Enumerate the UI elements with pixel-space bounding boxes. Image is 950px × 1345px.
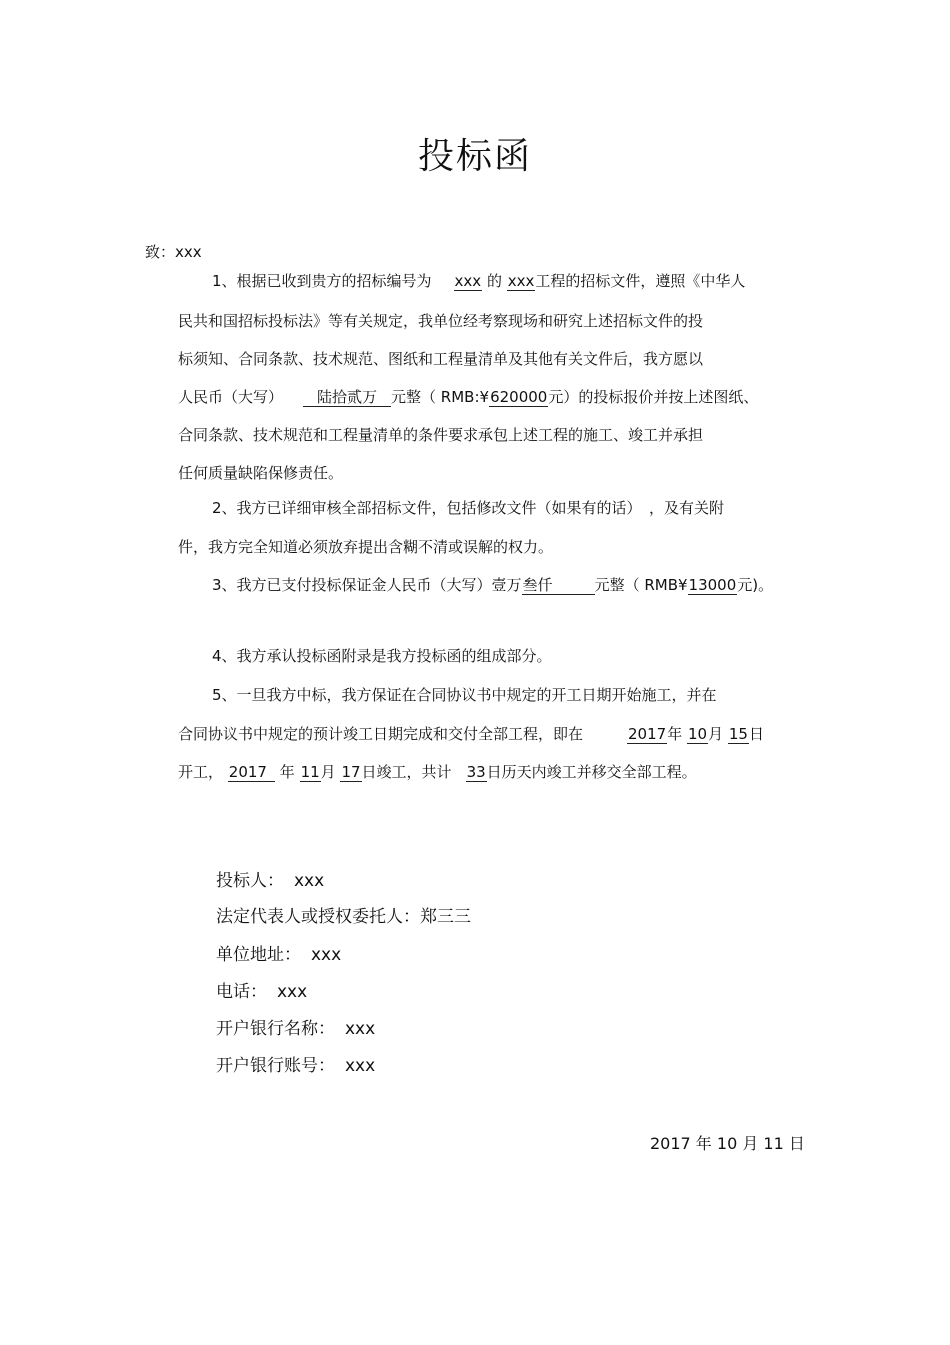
- phone-line: [216, 981, 307, 1003]
- phone-value: xxx: [277, 982, 308, 1002]
- p1-text: 元）的投标报价并按上述图纸、: [548, 388, 759, 406]
- addressee-name: xxx: [175, 243, 202, 261]
- end-year: 2017: [228, 763, 275, 782]
- p5-text: 年: [667, 725, 683, 743]
- end-day: 17: [341, 763, 361, 781]
- p1-text: 的: [486, 272, 502, 290]
- p3-line: [212, 575, 773, 595]
- p5-text: 月: [320, 763, 336, 781]
- p5-text: 日竣工，共计: [361, 763, 452, 781]
- p5-text: 合同协议书中规定的预计竣工日期完成和交付全部工程，即在: [178, 725, 584, 743]
- bank-name-line: [216, 1018, 375, 1040]
- representative-label: 法定代表人或授权委托人：: [216, 907, 420, 927]
- bidder-label: 投标人：: [216, 871, 284, 891]
- p1-line-6: 任何质量缺陷保修责任。: [178, 464, 344, 482]
- representative-value: 郑三三: [420, 907, 471, 927]
- p5-text: 日历天内竣工并移交全部工程。: [486, 763, 697, 781]
- p1-line-2: 民共和国招标投标法》等有关规定，我单位经考察现场和研究上述招标文件的投: [178, 312, 704, 330]
- end-month: 11: [300, 763, 320, 781]
- project-name: xxx: [507, 272, 535, 290]
- p5-line-2: [178, 724, 764, 744]
- p1-line-3: 标须知、合同条款、技术规范、图纸和工程量清单及其他有关文件后，我方愿以: [178, 350, 704, 368]
- bond-amount-chinese: 叁仟: [522, 576, 595, 595]
- p5-line-1: 5、一旦我方中标，我方保证在合同协议书中规定的开工日期开始施工，并在: [212, 686, 717, 704]
- bidder-line: [216, 870, 324, 892]
- bid-amount-number: 620000: [490, 388, 548, 406]
- start-month: 10: [688, 725, 708, 743]
- p1-line-1: [212, 271, 745, 291]
- addressee-prefix: 致：: [145, 243, 176, 261]
- p3-text: 元整（ RMB¥: [594, 576, 688, 594]
- p3-text: 元)。: [737, 576, 774, 594]
- p3-text: 3、我方已支付投标保证金人民币（大写）壹万: [212, 576, 522, 594]
- start-year: 2017: [628, 725, 667, 743]
- representative-line: [216, 906, 471, 928]
- bank-account-value: xxx: [345, 1056, 376, 1076]
- p1-text: 工程的招标文件，遵照《中华人: [535, 272, 746, 290]
- p2-line-2: 件，我方完全知道必须放弃提出含糊不清或误解的权力。: [178, 538, 554, 556]
- p2-line-1: 2、我方已详细审核全部招标文件，包括修改文件（如果有的话） ，及有关附: [212, 499, 725, 517]
- addressee-line: [145, 242, 202, 262]
- p1-line-4: [178, 387, 758, 407]
- bank-name-value: xxx: [345, 1019, 376, 1039]
- bidder-value: xxx: [294, 871, 325, 891]
- p4-line: 4、我方承认投标函附录是我方投标函的组成部分。: [212, 647, 552, 665]
- total-days: 33: [466, 763, 486, 781]
- bond-amount-number: 13000: [688, 576, 737, 594]
- p5-text: 日: [748, 725, 764, 743]
- address-line: [216, 944, 341, 966]
- p1-line-5: 合同条款、技术规范和工程量清单的条件要求承包上述工程的施工、竣工并承担: [178, 426, 704, 444]
- p5-text: 开工，: [178, 763, 224, 781]
- start-day: 15: [728, 725, 748, 743]
- bid-amount-chinese: 陆拾贰万: [303, 388, 391, 407]
- document-date: 2017 年 10 月 11 日: [650, 1134, 805, 1153]
- phone-label: 电话：: [216, 982, 267, 1002]
- bank-account-line: [216, 1055, 375, 1077]
- address-value: xxx: [311, 945, 342, 965]
- p1-text: 元整（ RMB:¥: [391, 388, 490, 406]
- bank-account-label: 开户银行账号：: [216, 1056, 335, 1076]
- p1-text: 人民币（大写）: [178, 388, 284, 406]
- p5-text: 年: [279, 763, 295, 781]
- tender-number: xxx: [454, 272, 482, 290]
- p5-text: 月: [708, 725, 724, 743]
- page-title: 投标函: [417, 136, 532, 177]
- p5-line-3: [178, 762, 697, 782]
- bank-name-label: 开户银行名称：: [216, 1019, 335, 1039]
- address-label: 单位地址：: [216, 945, 301, 965]
- p1-text: 1、根据已收到贵方的招标编号为: [212, 272, 432, 290]
